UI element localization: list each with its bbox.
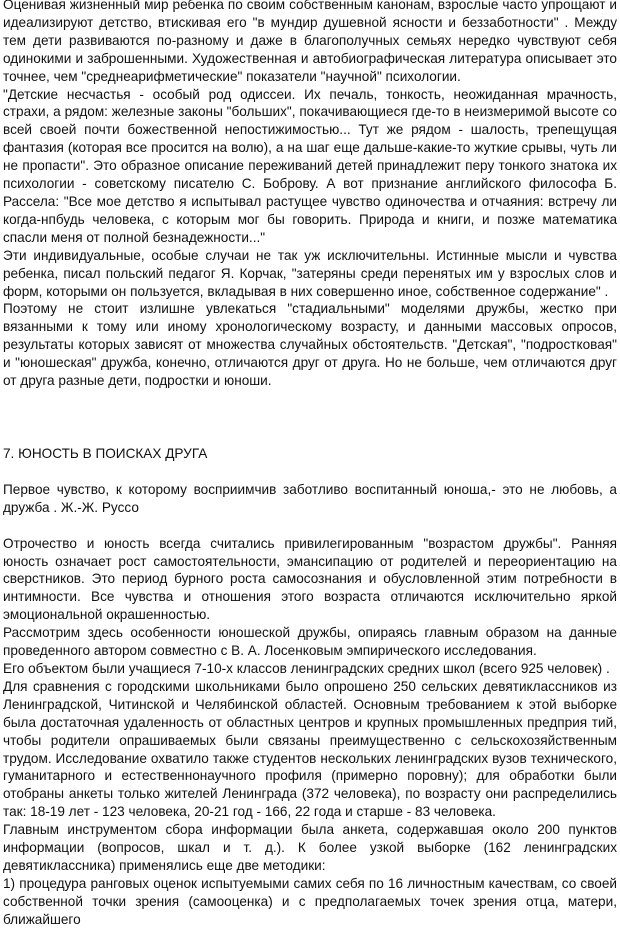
epigraph: Первое чувство, к которому восприимчив заботливо воспитанный юноша,- это не любовь, а дружба . Ж.-Ж. Руссо: [3, 481, 617, 515]
paragraph: Поэтому не стоит излишне увлекаться "стадиальными" моделями дружбы, жестко при вязанными к тому или иному хронологическому возрасту, и данными массовых опросов, результаты которых зависят от множества случайных обстоятельств. "Детская", "подростковая" и "юношеская" дружба, конечно, отличаются друг от друга. Но не больше, чем отличаются друг от друга разные дети, подростки и юноши.: [3, 301, 617, 389]
paragraph: Рассмотрим здесь особенности юношеской дружбы, опираясь главным образом на данные проведенного автором совместно с В. А. Лосенковым эмпирического исследования.: [3, 625, 617, 659]
chapter-title: 7. ЮНОСТЬ В ПОИСКАХ ДРУГА: [3, 445, 208, 461]
paragraph: Его объектом были учащиеся 7-10-х классов ленинградских средних школ (всего 925 человек) .: [3, 661, 610, 676]
spacer: [3, 463, 617, 481]
paragraph: Для сравнения с городскими школьниками было опрошено 250 сельских девятиклассников из Ленинградской, Читинской и Челябинской областей. Основным требованием к этой выборке была достаточная удаленность от областных центров и крупных промышленных предприя тий, чтобы родители опрашиваемых были связаны преимущественно с сельскохозяйственным трудом. Исследование охватило также студентов нескольких ленинградских вузов технического, гуманитарного и естественнонаучного профиля (примерно поровну); для обработки были отобраны анкеты только жителей Ленинграда (372 человека), по возрасту они распределились так: 18-19 лет - 123 человека, 20-21 год - 166, 22 года и старше - 83 человека.: [3, 678, 617, 820]
paragraph: Главным инструментом сбора информации была анкета, содержавшая около 200 пунктов информации (вопросов, шкал и т. д.). К более узкой выборке (162 ленинградских девятиклассника) применялись еще две методики:: [3, 822, 617, 873]
paragraph: 1) процедура ранговых оценок испытуемыми самих себя по 16 личностным качествам, со своей собственной точки зрения (самооценка) и с предполагаемых точек зрения отца, матери, ближайшего: [3, 875, 617, 927]
spacer: [3, 390, 617, 445]
spacer: [3, 517, 617, 535]
paragraph: Эти индивидуальные, особые случаи не так уж исключительны. Истинные мысли и чувства ребенка, писал польский педагог Я. Корчак, "затеряны среди перенятых им у взрослых слов и форм, которыми он пользуется, вкладывая в них совершенно иное, собственное содержание" .: [3, 247, 617, 299]
paragraph: Оценивая жизненный мир ребенка по своим собственным канонам, взрослые часто упрощают и идеализируют детство, втискивая его "в мундир душевной ясности и беззаботности" . Между тем дети развиваются по-разному и даже в благополучных семьях нередко чувствуют себя одинокими и заброшенными. Художественная и автобиографическая литература описывает это точнее, чем "среднеарифметические" показатели "научной" психологии.: [3, 0, 617, 84]
paragraph: Отрочество и юность всегда считались привилегированным "возрастом дружбы". Ранняя юность означает рост самостоятельности, эмансипацию от родителей и переориентацию на сверстников. Это период бурного роста самосознания и обусловленной этим потребности в интимности. Все чувства и отношения этого возраста отличаются исключительно яркой эмоциональной окрашенностью.: [3, 535, 617, 623]
paragraph: "Детские несчастья - особый род одиссеи. Их печаль, тонкость, неожиданная мрачность, страхи, а рядом: железные законы "больших", покачивающиеся где-то в неизмеримой высоте со всей своей почти божественной непостижимостью... Тут же рядом - шалость, трепещущая фантазия (которая все просится на волю), а на шаг еще дальше-какие-то жуткие срывы, чуть ли не пропасти". Это образное описание переживаний детей принадлежит перу тонкого знатока их психологии - советскому писателю С. Боброву. А вот признание английского философа Б. Рассела: "Все мое детство я испытывал растущее чувство одиночества и отчаяния: встречу ли когда-нпбудь человека, с которым мог бы говорить. Природа и книги, и позже математика спасли меня от полной безнадежности...": [3, 86, 617, 245]
